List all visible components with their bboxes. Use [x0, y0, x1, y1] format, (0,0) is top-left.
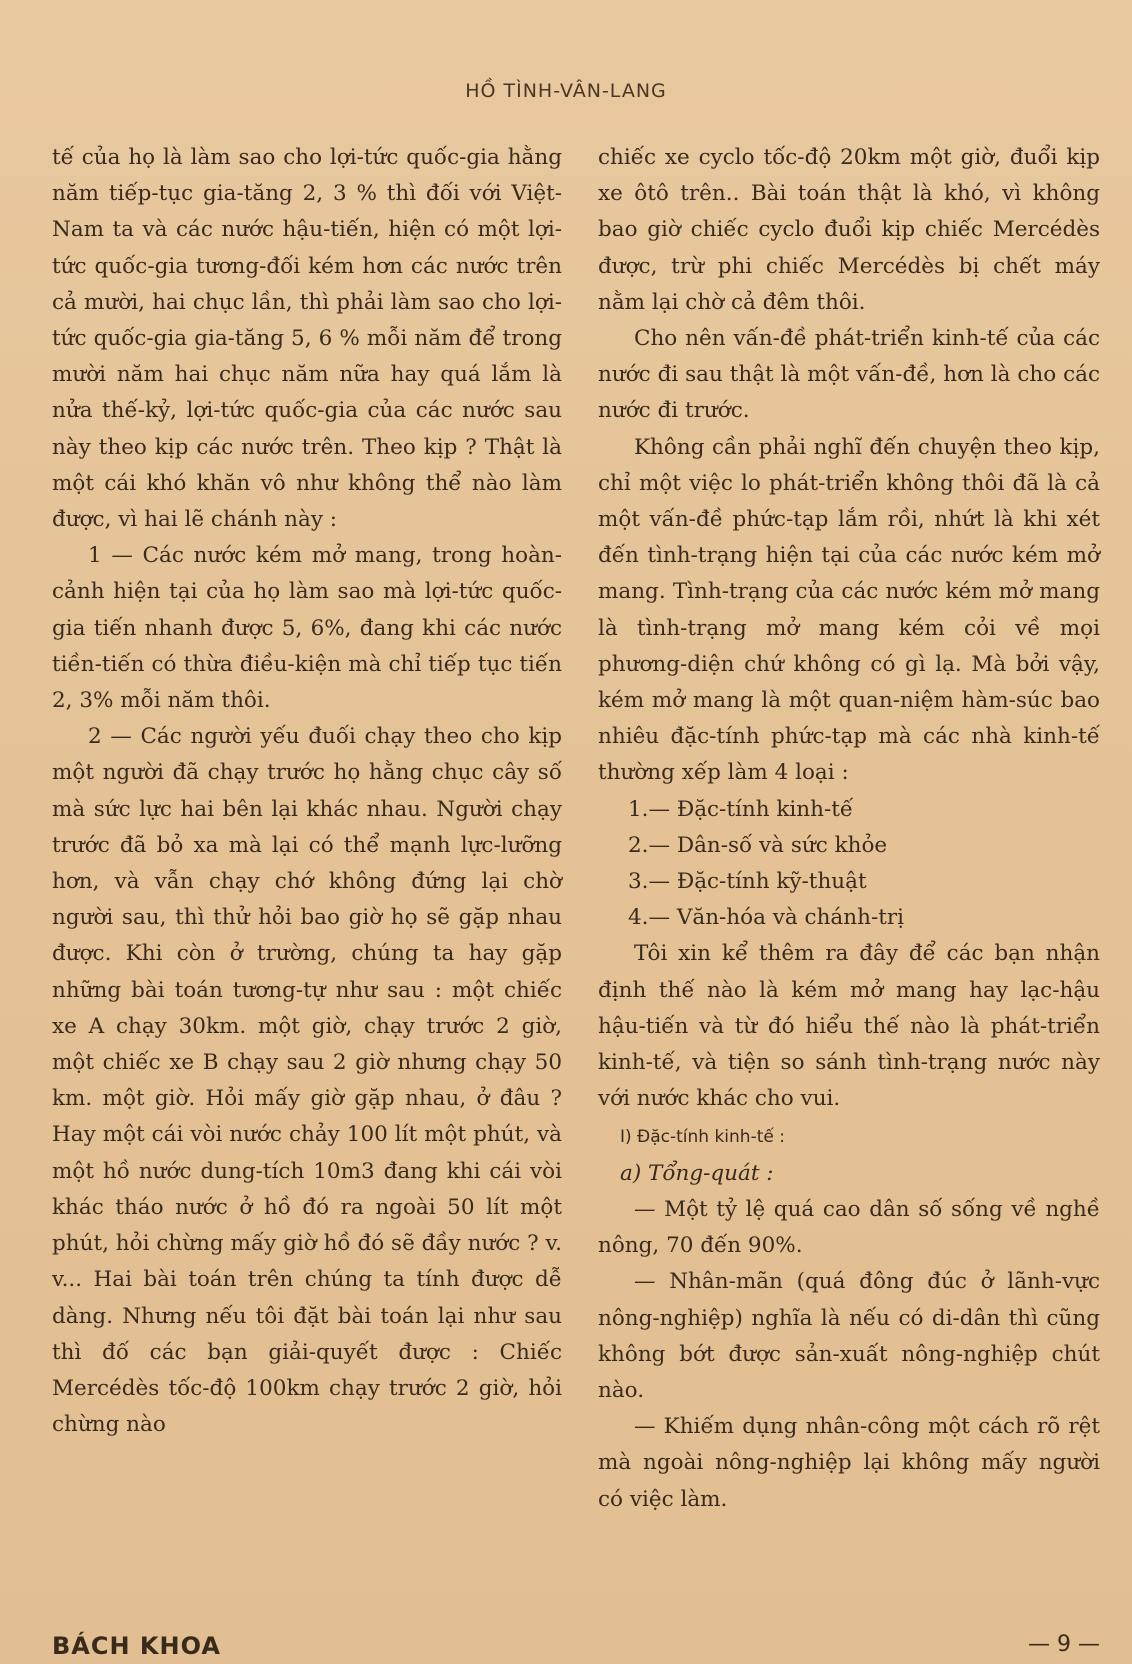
list-item: 4.— Văn-hóa và chánh-trị — [628, 905, 905, 931]
paragraph: 1 — Các nước kém mở mang, trong hoàn-cảnh hiện tại của họ làm sao mà lợi-tức quốc-gia tiến nhanh được 5, 6%, đang khi các nước tiền-tiến có thừa điều-kiện mà chỉ tiếp tục tiến 2, 3% mỗi năm thôi. — [52, 543, 562, 714]
paragraph: — Khiếm dụng nhân-công một cách rõ rệt mà ngoài nông-nghiệp lại không mấy người có việc làm. — [598, 1414, 1100, 1512]
footer-magazine-name: BÁCH KHOA — [52, 1632, 221, 1660]
left-column — [52, 140, 562, 1443]
footer-page-number: — 9 — — [1028, 1632, 1100, 1657]
subsection-heading: a) Tổng-quát : — [620, 1160, 774, 1186]
running-head: HỒ TÌNH-VÂN-LANG — [465, 80, 667, 102]
list-item: 2.— Dân-số và sức khỏe — [628, 832, 888, 858]
paragraph: Không cần phải nghĩ đến chuyện theo kịp, chỉ một việc lo phát-triển không thôi đã là cả một vấn-đề phức-tạp lắm rồi, nhứt là khi xét đến tình-trạng hiện tại của các nước kém mở mang. Tình-trạng của các nước kém mở mang là tình-trạng mở mang kém cỏi về mọi phương-diện chứ không có gì lạ. Mà bởi vậy, kém mở mang là một quan-niệm hàm-súc bao nhiêu đặc-tính phức-tạp mà các nhà kinh-tế thường xếp làm 4 loại : — [598, 434, 1100, 786]
paragraph: Cho nên vấn-đề phát-triển kinh-tế của các nước đi sau thật là một vấn-đề, hơn là cho các nước đi trước. — [598, 326, 1100, 424]
paragraph: — Nhân-mãn (quá đông đúc ở lãnh-vực nông-nghiệp) nghĩa là nếu có di-dân thì cũng không bớt được sản-xuất nông-nghiệp chút nào. — [598, 1269, 1100, 1403]
section-heading: I) Đặc-tính kinh-tế : — [620, 1127, 785, 1148]
paragraph: 2 — Các người yếu đuối chạy theo cho kịp một người đã chạy trước họ hằng chục cây số mà sức lực hai bên lại khác nhau. Người chạy trước đã bỏ xa mà lại có thể mạnh lực-lưỡng hơn, và vẫn chạy chớ không đứng lại chờ người sau, thì thử hỏi bao giờ họ sẽ gặp nhau được. Khi còn ở trường, chúng ta hay gặp những bài toán tương-tự như sau : một chiếc xe A chạy 30km. một giờ, chạy trước 2 giờ, một chiếc xe B chạy sau 2 giờ nhưng chạy 50 km. một giờ. Hỏi mấy giờ gặp nhau, ở đâu ? Hay một cái vòi nước chảy 100 lít một phút, và một hồ nước dung-tích 10m3 đang khi cái vòi khác tháo nước ở hồ đó ra ngoài 50 lít một phút, hỏi chừng mấy giờ hồ đó sẽ đầy nước ? v. v... Hai bài toán trên chúng ta tính được dễ dàng. Nhưng nếu tôi đặt bài toán lại như sau thì đố các bạn giải-quyết được : Chiếc Mercédès tốc-độ 100km chạy trước 2 giờ, hỏi chừng nào — [52, 724, 562, 1438]
right-column — [598, 140, 1100, 1518]
paragraph: Tôi xin kể thêm ra đây để các bạn nhận định thế nào là kém mở mang hay lạc-hậu hậu-tiến và từ đó hiểu thế nào là phát-triển kinh-tế, và tiện so sánh tình-trạng nước này với nước khác cho vui. — [598, 941, 1100, 1112]
paragraph: — Một tỷ lệ quá cao dân số sống về nghề nông, 70 đến 90%. — [598, 1196, 1100, 1259]
paragraph: chiếc xe cyclo tốc-độ 20km một giờ, đuổi kịp xe ôtô trên.. Bài toán thật là khó, vì không bao giờ chiếc cyclo đuổi kịp chiếc Mercédès được, trừ phi chiếc Mercédès bị chết máy nằm lại chờ cả đêm thôi. — [598, 145, 1100, 315]
list-item: 1.— Đặc-tính kinh-tế — [628, 796, 854, 822]
list-item: 3.— Đặc-tính kỹ-thuật — [628, 869, 867, 895]
paragraph: tế của họ là làm sao cho lợi-tức quốc-gia hằng năm tiếp-tục gia-tăng 2, 3 % thì đối với Việt-Nam ta và các nước hậu-tiến, hiện có một lợi-tức quốc-gia tương-đối kém hơn các nước trên cả mười, hai chục lần, thì phải làm sao cho lợi-tức quốc-gia gia-tăng 5, 6 % mỗi năm để trong mười năm hai chục năm nữa hay quá lắm là nửa thế-kỷ, lợi-tức quốc-gia của các nước sau này theo kịp các nước trên. Theo kịp ? Thật là một cái khó khăn vô như không thể nào làm được, vì hai lẽ chánh này : — [52, 145, 562, 533]
